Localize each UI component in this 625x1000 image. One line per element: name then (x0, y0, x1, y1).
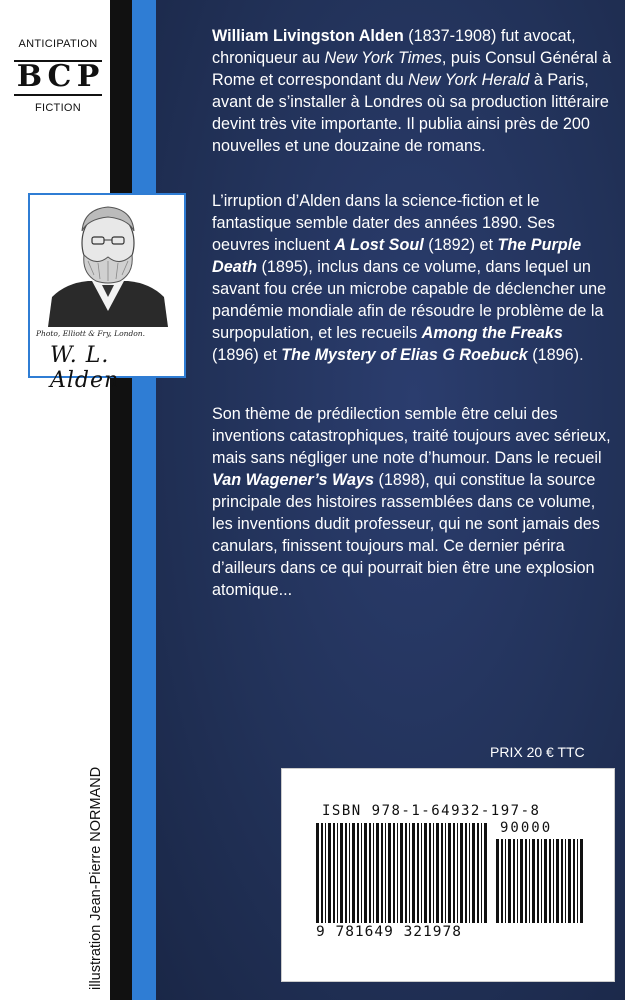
text-run: (1892) et (423, 236, 498, 254)
barcode-digits: 9 781649 321978 (316, 924, 462, 940)
text-run: (1896). (527, 346, 584, 364)
barcode-bar (505, 839, 506, 923)
barcode-bar (357, 823, 359, 923)
barcode-bar (436, 823, 439, 923)
barcode-bar (481, 823, 482, 923)
book-title: A Lost Soul (334, 236, 424, 254)
italic-title: New York Times (324, 49, 442, 67)
text-run: (1837-1908) fut avocat, chroniqueur au (212, 27, 576, 67)
barcode-bar (484, 823, 487, 923)
book-title: The Mystery of Elias G Roebuck (281, 346, 528, 364)
barcode-bar (577, 839, 578, 923)
barcode-bar (381, 823, 383, 923)
barcode-bar (508, 839, 511, 923)
bio-paragraph (212, 25, 612, 157)
barcode-bar (369, 823, 371, 923)
barcode-bar (388, 823, 391, 923)
barcode-bar (385, 823, 386, 923)
barcode-bar (429, 823, 431, 923)
barcode-bar (340, 823, 343, 923)
logo-letters (14, 54, 102, 98)
barcode-bar (580, 839, 583, 923)
text-run: (1895), inclus dans ce volume, dans lequel un savant fou crée un microbe capable de déclencher une pandémie mondiale afin de résoudre le problème de la surpopulation, et les recueils (212, 258, 607, 342)
barcode-bar (501, 839, 503, 923)
text-run: Son thème de prédilection semble être celui des inventions catastrophiques, traité toujours avec sérieux, mais sans négliger une note d’humour. Dans le recueil (212, 405, 611, 467)
barcode-bar (441, 823, 443, 923)
black-stripe (110, 0, 132, 1000)
logo-top-text: ANTICIPATION (18, 38, 98, 50)
text-run: , puis Consul Général à Rome et correspondant du (212, 49, 612, 89)
barcode-bar (337, 823, 338, 923)
works-paragraph (212, 190, 612, 366)
barcode-bar (457, 823, 458, 923)
barcode-bar (465, 823, 467, 923)
italic-title: New York Herald (408, 71, 530, 89)
barcode-bar (328, 823, 331, 923)
barcode-bars (316, 823, 488, 923)
logo-letter-c: C (47, 58, 72, 94)
logo-letter-p: P (76, 58, 100, 94)
barcode-bar (393, 823, 395, 923)
barcode-bar (400, 823, 403, 923)
logo-bottom-text: FICTION (34, 102, 82, 114)
barcode-bar (525, 839, 527, 923)
text-run: (1898), qui constitue la source principale des histoires rassemblées dans ce volume, les inventions dudit professeur, qui ne sont jamais des canulars, finissent toujours mal. Ce dernier périra d’ailleurs dans ce qui pourrait bien être une explosion atomique... (212, 471, 600, 599)
barcode-bar (397, 823, 398, 923)
barcode-bar (448, 823, 451, 923)
barcode-bar (316, 823, 319, 923)
barcode-bar (472, 823, 475, 923)
logo-letter-b: B (16, 58, 43, 94)
publisher-logo (8, 38, 108, 114)
barcode-bar (477, 823, 479, 923)
theme-paragraph (212, 403, 612, 601)
price-label: PRIX 20 € TTC (490, 744, 585, 760)
barcode-bar (445, 823, 446, 923)
barcode-bar (544, 839, 547, 923)
barcode-bar (496, 839, 499, 923)
barcode-bar (417, 823, 419, 923)
barcode-bar (349, 823, 350, 923)
barcode-bar (412, 823, 415, 923)
barcode-bar (325, 823, 326, 923)
barcode-bar (352, 823, 355, 923)
barcode-bar (460, 823, 463, 923)
barcode-bar (561, 839, 563, 923)
portrait-engraving (48, 201, 168, 327)
barcode-bar (321, 823, 323, 923)
barcode-bar (520, 839, 523, 923)
barcode-bar (424, 823, 427, 923)
photo-credit: Photo, Elliott & Fry, London. (36, 329, 146, 338)
author-portrait (28, 193, 186, 393)
barcode-bar (373, 823, 374, 923)
book-title: The Purple Death (212, 236, 582, 276)
book-title: Van Wagener’s Ways (212, 471, 374, 489)
barcode-bar (565, 839, 566, 923)
barcode-bar (573, 839, 575, 923)
barcode-bar (517, 839, 518, 923)
barcode-bar (553, 839, 554, 923)
barcode-bar (433, 823, 434, 923)
barcode-bar (361, 823, 362, 923)
text-run: (1896) et (212, 346, 282, 364)
text-run: L’irruption d’Alden dans la science-fiction et le fantastique semble dater des années 1890. Ses oeuvres incluent (212, 192, 555, 254)
barcode-bar (405, 823, 407, 923)
barcode-bar (469, 823, 470, 923)
author-signature: W. L. Alden (50, 343, 120, 393)
blue-stripe (132, 0, 156, 1000)
barcode-bar (537, 839, 539, 923)
illustration-credit: illustration Jean-Pierre NORMAND (88, 766, 104, 990)
barcode-bar (409, 823, 410, 923)
barcode-bar (345, 823, 347, 923)
text-run: à Paris, avant de s’installer à Londres où sa production littéraire devint très vite importante. Il publia ainsi près de 200 nouvelles et une douzaine de romans. (212, 71, 609, 155)
barcode-bar (532, 839, 535, 923)
logo-mark (14, 54, 102, 98)
barcode-bar (549, 839, 551, 923)
barcode-bar (453, 823, 455, 923)
barcode-bar (333, 823, 335, 923)
barcode-bar (376, 823, 379, 923)
barcode-addon-bars (496, 839, 586, 923)
barcode-bar (421, 823, 422, 923)
barcode-bar (541, 839, 542, 923)
barcode-bar (556, 839, 559, 923)
barcode-box (281, 768, 615, 982)
barcode-addon-digits: 90000 (500, 820, 553, 836)
barcode-bar (513, 839, 515, 923)
book-title: Among the Freaks (421, 324, 563, 342)
barcode-bar (529, 839, 530, 923)
barcode-bar (568, 839, 571, 923)
author-name: William Livingston Alden (212, 27, 404, 45)
isbn-label: ISBN 978-1-64932-197-8 (322, 803, 541, 819)
barcode-bar (364, 823, 367, 923)
